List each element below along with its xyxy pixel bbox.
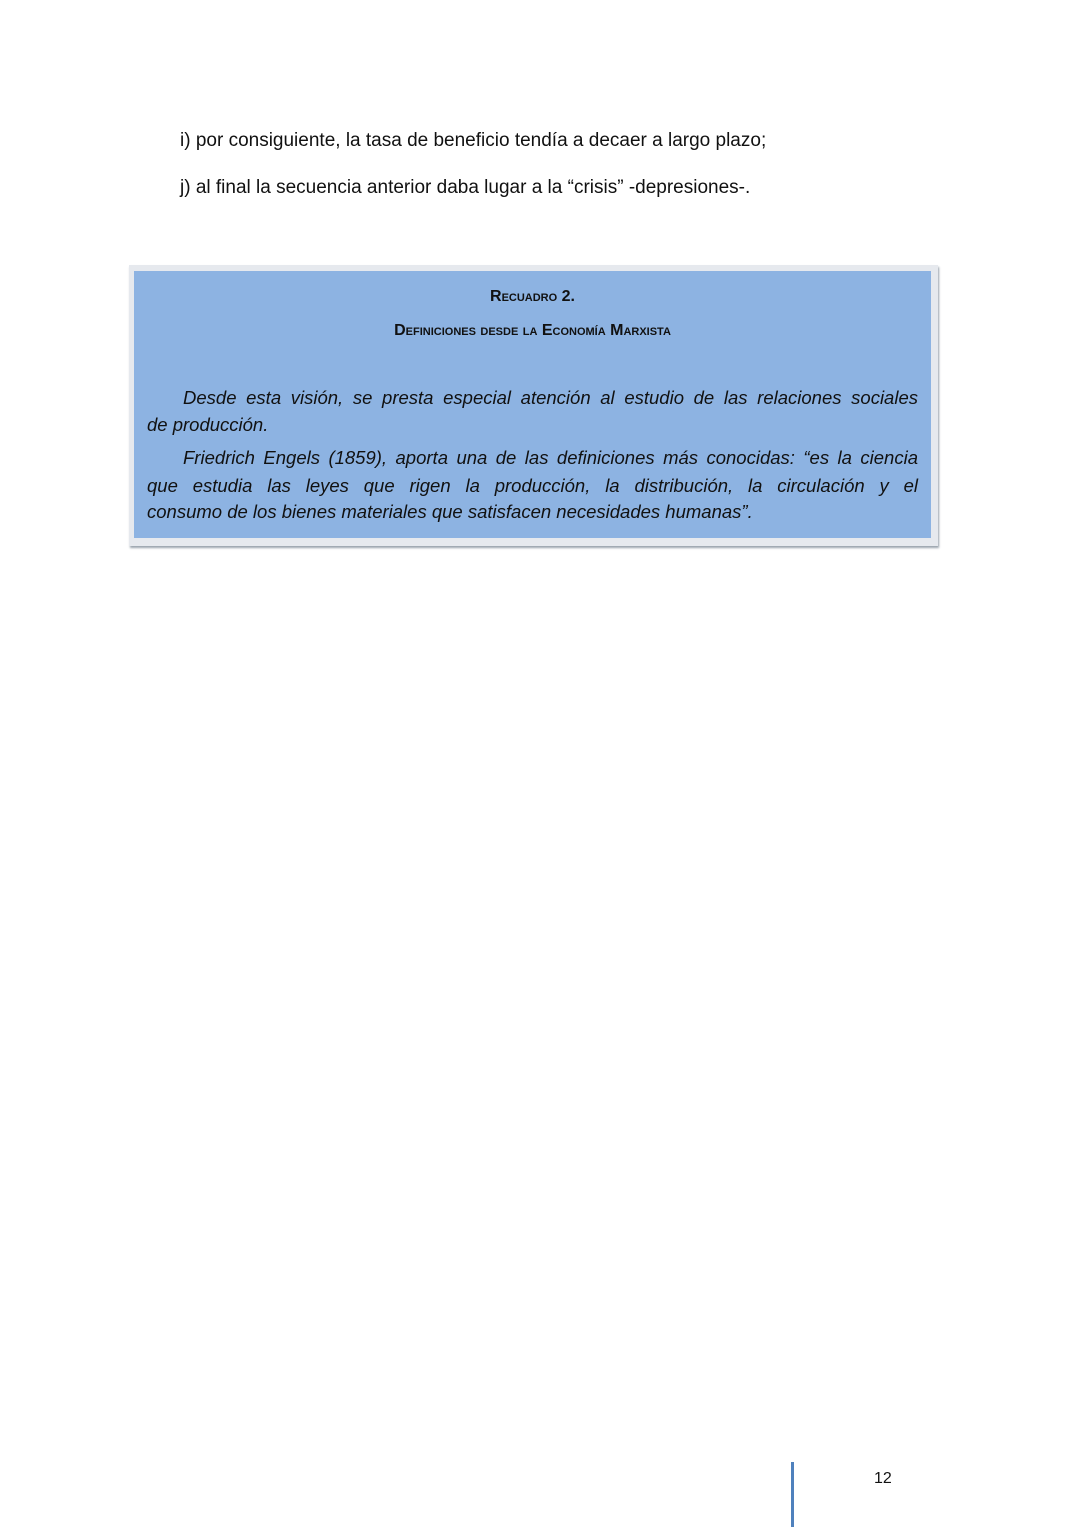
box-paragraph-2-line: que estudia las leyes que rigen la producción, la distribución, la circulación y el [147, 475, 918, 496]
box-paragraph-2-line: Friedrich Engels (1859), aporta una de las definiciones más conocidas: “es la ciencia [183, 447, 918, 468]
list-item-i: i) por consiguiente, la tasa de beneficio tendía a decaer a largo plazo; [180, 130, 767, 151]
box-paragraph-1-line: de producción. [147, 414, 269, 435]
list-item-j: j) al final la secuencia anterior daba lugar a la “crisis” -depresiones-. [180, 177, 751, 198]
box-paragraph-1-line: Desde esta visión, se presta especial atención al estudio de las relaciones sociales [183, 387, 918, 408]
footer-rule [791, 1462, 794, 1527]
box-subtitle: Definiciones desde la Economía Marxista [394, 322, 671, 339]
box-paragraph-2-line: consumo de los bienes materiales que satisfacen necesidades humanas”. [147, 501, 753, 522]
recuadro-box [129, 265, 938, 546]
box-title: Recuadro 2. [490, 288, 575, 305]
page-number: 12 [874, 1470, 892, 1487]
recuadro-content [134, 271, 931, 538]
